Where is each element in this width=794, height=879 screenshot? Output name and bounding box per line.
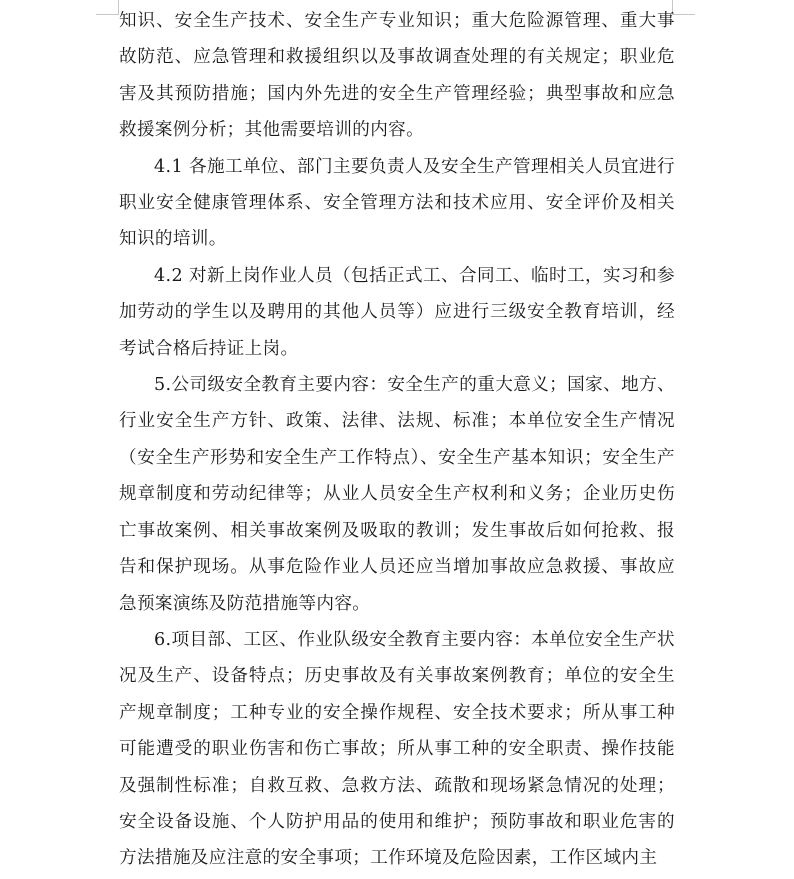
document-body: [119, 3, 675, 877]
top-left-margin-mark: [96, 0, 119, 15]
paragraph-6: 6.项目部、工区、作业队级安全教育主要内容：本单位安全生产状况及生产、设备特点；历史事故及有关事故案例教育；单位的安全生产规章制度；工种专业的安全操作规程、安全技术要求；所从事工种可能遭受的职业伤害和伤亡事故；所从事工种的安全职责、操作技能及强制性标准；自救互救、急救方法、疏散和现场紧急情况的处理；安全设备设施、个人防护用品的使用和维护；预防事故和职业危害的方法措施及应注意的安全事项；工作环境及危险因素，工作区域内主: [119, 629, 675, 869]
top-right-margin-mark: [672, 0, 695, 15]
paragraph-continued: 知识、安全生产技术、安全生产专业知识；重大危险源管理、重大事故防范、应急管理和救援组织以及事故调查处理的有关规定；职业危害及其预防措施；国内外先进的安全生产管理经验；典型事故和应急救援案例分析；其他需要培训的内容。: [119, 11, 675, 141]
paragraph-4-1: 4.1 各施工单位、部门主要负责人及安全生产管理相关人员宜进行职业安全健康管理体系、安全管理方法和技术应用、安全评价及相关知识的培训。: [119, 156, 675, 250]
paragraph-4-2: 4.2 对新上岗作业人员（包括正式工、合同工、临时工，实习和参加劳动的学生以及聘用的其他人员等）应进行三级安全教育培训，经考试合格后持证上岗。: [119, 265, 675, 359]
paragraph-5: 5.公司级安全教育主要内容：安全生产的重大意义；国家、地方、行业安全生产方针、政策、法律、法规、标准；本单位安全生产情况（安全生产形势和安全生产工作特点）、安全生产基本知识；安全生产规章制度和劳动纪律等；从业人员安全生产权利和义务；企业历史伤亡事故案例、相关事故案例及吸取的教训；发生事故后如何抢救、报告和保护现场。从事危险作业人员还应当增加事故应急救援、事故应急预案演练及防范措施等内容。: [119, 375, 675, 614]
